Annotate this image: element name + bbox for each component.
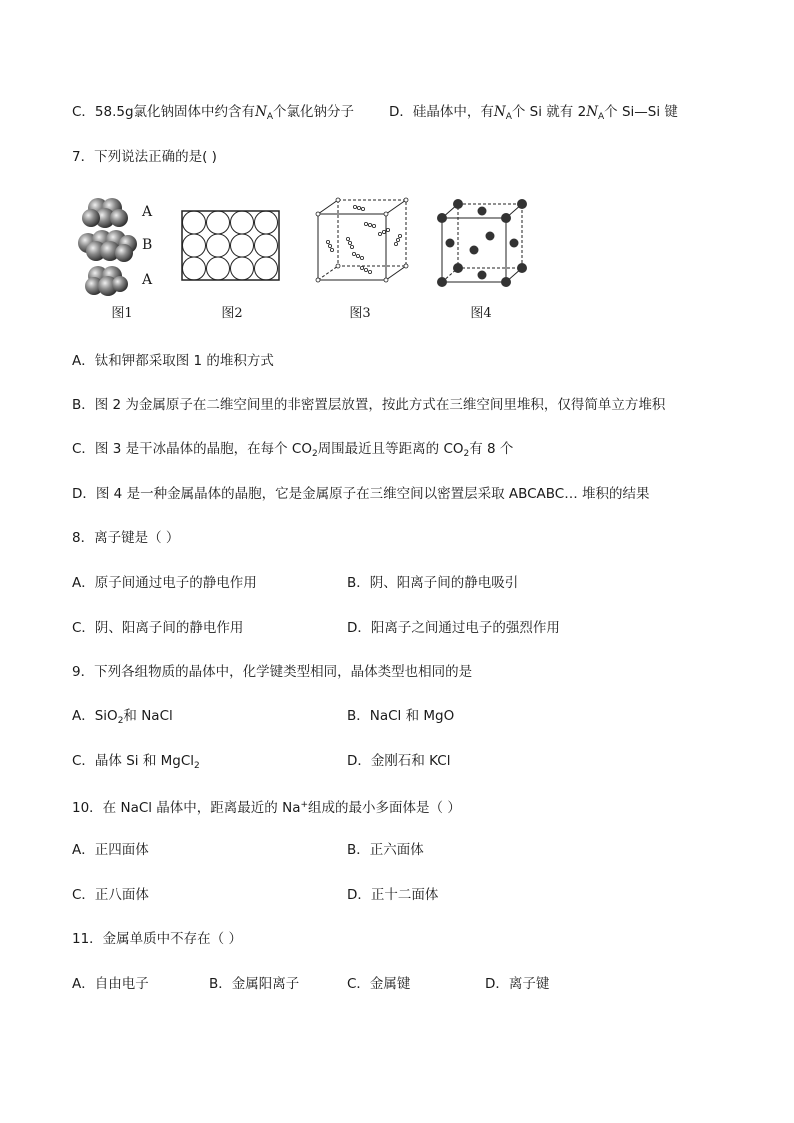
q6-option-c: C．58.5g氯化钠固体中约含有$N_A$个氯化钠分子: [72, 104, 355, 122]
figure-2-caption: 图2: [221, 306, 243, 321]
figure-3-caption: 图3: [349, 306, 371, 321]
q8-option-c: C．阴、阳离子间的静电作用: [72, 620, 244, 636]
q7-option-b: B．图 2 为金属原子在二维空间里的非密置层放置，按此方式在三维空间里堆积，仅得简单立方堆积: [72, 397, 666, 413]
q8-option-d: D．阳离子之间通过电子的强烈作用: [347, 620, 560, 636]
q10-option-d: D．正十二面体: [347, 887, 439, 903]
figure-1-label-a-top: A: [142, 204, 153, 220]
figure-2-square-layer: [181, 210, 281, 282]
q7-option-a: A．钛和钾都采取图 1 的堆积方式: [72, 353, 274, 369]
figure-1-label-a-bottom: A: [142, 272, 153, 288]
q7-option-d: D．图 4 是一种金属晶体的晶胞，它是金属原子在三维空间以密置层采取 ABCABC… 堆积的结果: [72, 486, 650, 502]
figure-1-label-b: B: [142, 237, 153, 253]
q9-stem: 9．下列各组物质的晶体中，化学键类型相同，晶体类型也相同的是: [72, 664, 473, 680]
q10-option-c: C．正八面体: [72, 887, 149, 903]
q9-option-a: A．SiO$_2$和 NaCl: [72, 708, 173, 726]
q9-option-b: B．NaCl 和 MgO: [347, 708, 455, 724]
q9-option-c: C．晶体 Si 和 MgCl$_2$: [72, 753, 200, 771]
q10-stem: 10．在 NaCl 晶体中，距离最近的 Na+组成的最小多面体是（ ）: [72, 800, 461, 816]
q11-option-d: D．离子键: [485, 976, 550, 992]
q11-stem: 11．金属单质中不存在（ ）: [72, 931, 242, 947]
q7-stem: 7．下列说法正确的是( ): [72, 149, 217, 165]
q6-option-d: D．硅晶体中，有$N_A$个 Si 就有 $2N_A$个 Si—Si 键: [389, 104, 678, 122]
q11-option-c: C．金属键: [347, 976, 411, 992]
q8-stem: 8．离子键是（ ）: [72, 530, 180, 546]
q9-option-d: D．金刚石和 KCl: [347, 753, 451, 769]
figure-1-caption: 图1: [111, 306, 133, 321]
q10-option-b: B．正六面体: [347, 842, 424, 858]
figure-3-co2-unit-cell: [310, 194, 410, 288]
figure-4-metal-unit-cell: [434, 196, 530, 288]
q11-option-b: B．金属阳离子: [209, 976, 300, 992]
q7-option-c: C．图 3 是干冰晶体的晶胞，在每个 $CO_2$周围最近且等距离的 $CO_2$有 8 个: [72, 441, 514, 459]
q11-option-a: A．自由电子: [72, 976, 149, 992]
q10-option-a: A．正四面体: [72, 842, 149, 858]
q8-option-b: B．阴、阳离子间的静电吸引: [347, 575, 519, 591]
q8-option-a: A．原子间通过电子的静电作用: [72, 575, 257, 591]
figure-4-caption: 图4: [470, 306, 492, 321]
